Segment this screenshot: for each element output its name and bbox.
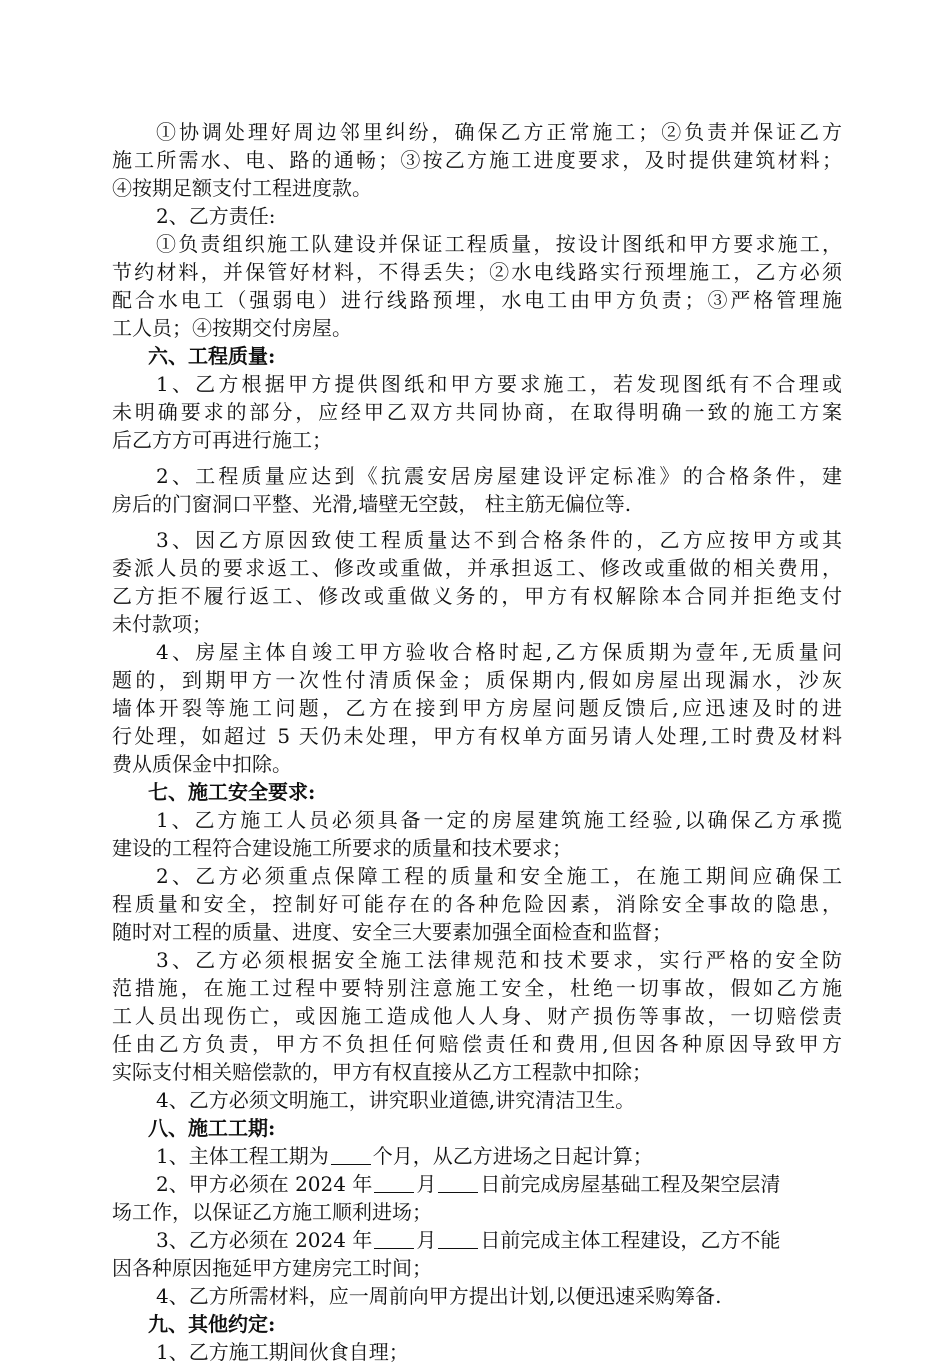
foundation-month-blank <box>374 1172 414 1193</box>
s8-p2-text-c: 日前完成房屋基础工程及架空层清 <box>480 1172 781 1196</box>
s7-p3-line-4: 任由乙方负责，甲方不负担任何赔偿责任和费用,但因各种原因导致甲方 <box>112 1032 842 1056</box>
s6-p2-line-2: 房后的门窗洞口平整、光滑,墙壁无空鼓， 柱主筋无偏位等. <box>112 492 632 516</box>
contract-body <box>112 118 842 1366</box>
s8-p3-text-c: 日前完成主体工程建设，乙方不能 <box>480 1228 781 1252</box>
s6-p3-line-4: 未付款项； <box>112 612 212 636</box>
s7-p2-line-1: 2、乙方必须重点保障工程的质量和安全施工，在施工期间应确保工 <box>156 864 842 888</box>
s9-p1-line-1: 1、乙方施工期间伙食自理； <box>156 1340 409 1364</box>
s8-p2-line-1 <box>112 1170 842 1198</box>
s6-p1-line-2: 未明确要求的部分，应经甲乙双方共同协商，在取得明确一致的施工方案 <box>112 400 842 424</box>
main-day-blank <box>438 1228 478 1249</box>
s6-p3-line-3: 乙方拒不履行返工、修改或重做义务的，甲方有权解除本合同并拒绝支付 <box>112 584 842 608</box>
s8-p1-text-b: 个月，从乙方进场之日起计算； <box>372 1144 653 1168</box>
s6-p4-line-3: 墙体开裂等施工问题，乙方在接到甲方房屋问题反馈后,应迅速及时的进 <box>112 696 842 720</box>
s8-p2-text-a: 2、甲方必须在 2024 年 <box>156 1172 373 1196</box>
s7-p3-line-3: 工人员出现伤亡，或因施工造成他人人身、财产损伤等事故，一切赔偿责 <box>112 1004 842 1028</box>
party-b-title: 2、乙方责任: <box>156 204 276 228</box>
section-8-heading: 八、施工工期: <box>148 1116 276 1140</box>
s8-p4-line-1: 4、乙方所需材料，应一周前向甲方提出计划,以便迅速采购筹备. <box>156 1284 722 1308</box>
s6-p4-line-4: 行处理，如超过 5 天仍未处理，甲方有权单方面另请人处理,工时费及材料 <box>112 724 842 748</box>
s6-p1-line-3: 后乙方方可再进行施工； <box>112 428 332 452</box>
s8-p2-text-b: 月 <box>416 1172 437 1196</box>
s7-p3-line-5: 实际支付相关赔偿款的，甲方有权直接从乙方工程款中扣除； <box>112 1060 652 1084</box>
s6-p2-line-1: 2、工程质量应达到《抗震安居房屋建设评定标准》的合格条件，建 <box>156 464 842 488</box>
s6-p3-line-1: 3、因乙方原因致使工程质量达不到合格条件的，乙方应按甲方或其 <box>156 528 842 552</box>
main-month-blank <box>374 1228 414 1249</box>
s8-p1-line-1 <box>112 1142 842 1170</box>
party-a-line-3: ④按期足额支付工程进度款。 <box>112 176 372 200</box>
section-9-heading: 九、其他约定: <box>148 1312 276 1336</box>
s6-p4-line-2: 题的，到期甲方一次性付清质保金；质保期内,假如房屋出现漏水，沙灰 <box>112 668 842 692</box>
party-b-line-4: 工人员；④按期交付房屋。 <box>112 316 352 340</box>
s8-p1-text-a: 1、主体工程工期为 <box>156 1144 329 1168</box>
foundation-day-blank <box>438 1172 478 1193</box>
s6-p4-line-5: 费从质保金中扣除。 <box>112 752 292 776</box>
party-b-line-3: 配合水电工（强弱电）进行线路预埋，水电工由甲方负责；③严格管理施 <box>112 288 842 312</box>
s8-p3-text-b: 月 <box>416 1228 437 1252</box>
s6-p3-line-2: 委派人员的要求返工、修改或重做，并承担返工、修改或重做的相关费用， <box>112 556 842 580</box>
duration-months-blank <box>331 1144 371 1165</box>
party-b-line-2: 节约材料，并保管好材料，不得丢失；②水电线路实行预埋施工，乙方必须 <box>112 260 842 284</box>
party-b-line-1: ①负责组织施工队建设并保证工程质量，按设计图纸和甲方要求施工， <box>156 232 842 256</box>
party-a-line-2: 施工所需水、电、路的通畅；③按乙方施工进度要求，及时提供建筑材料； <box>112 148 842 172</box>
s7-p4-line-1: 4、乙方必须文明施工，讲究职业道德,讲究清洁卫生。 <box>156 1088 636 1112</box>
s7-p2-line-2: 程质量和安全，控制好可能存在的各种危险因素，消除安全事故的隐患， <box>112 892 842 916</box>
s7-p3-line-1: 3、乙方必须根据安全施工法律规范和技术要求，实行严格的安全防 <box>156 948 842 972</box>
s8-p3-text-a: 3、乙方必须在 2024 年 <box>156 1228 373 1252</box>
s8-p2-line-2: 场工作，以保证乙方施工顺利进场； <box>112 1200 432 1224</box>
s7-p2-line-3: 随时对工程的质量、进度、安全三大要素加强全面检查和监督； <box>112 920 672 944</box>
s8-p3-line-2: 因各种原因拖延甲方建房完工时间； <box>112 1256 432 1280</box>
s7-p1-line-1: 1、乙方施工人员必须具备一定的房屋建筑施工经验,以确保乙方承揽 <box>156 808 842 832</box>
s7-p1-line-2: 建设的工程符合建设施工所要求的质量和技术要求； <box>112 836 572 860</box>
s6-p4-line-1: 4、房屋主体自竣工甲方验收合格时起,乙方保质期为壹年,无质量问 <box>156 640 842 664</box>
s7-p3-line-2: 范措施，在施工过程中要特别注意施工安全，杜绝一切事故，假如乙方施 <box>112 976 842 1000</box>
section-7-heading: 七、施工安全要求: <box>148 780 316 804</box>
party-a-line-1: ①协调处理好周边邻里纠纷，确保乙方正常施工；②负责并保证乙方 <box>156 120 842 144</box>
section-6-heading: 六、工程质量: <box>148 344 276 368</box>
s8-p3-line-1 <box>112 1226 842 1254</box>
s6-p1-line-1: 1、乙方根据甲方提供图纸和甲方要求施工，若发现图纸有不合理或 <box>156 372 842 396</box>
